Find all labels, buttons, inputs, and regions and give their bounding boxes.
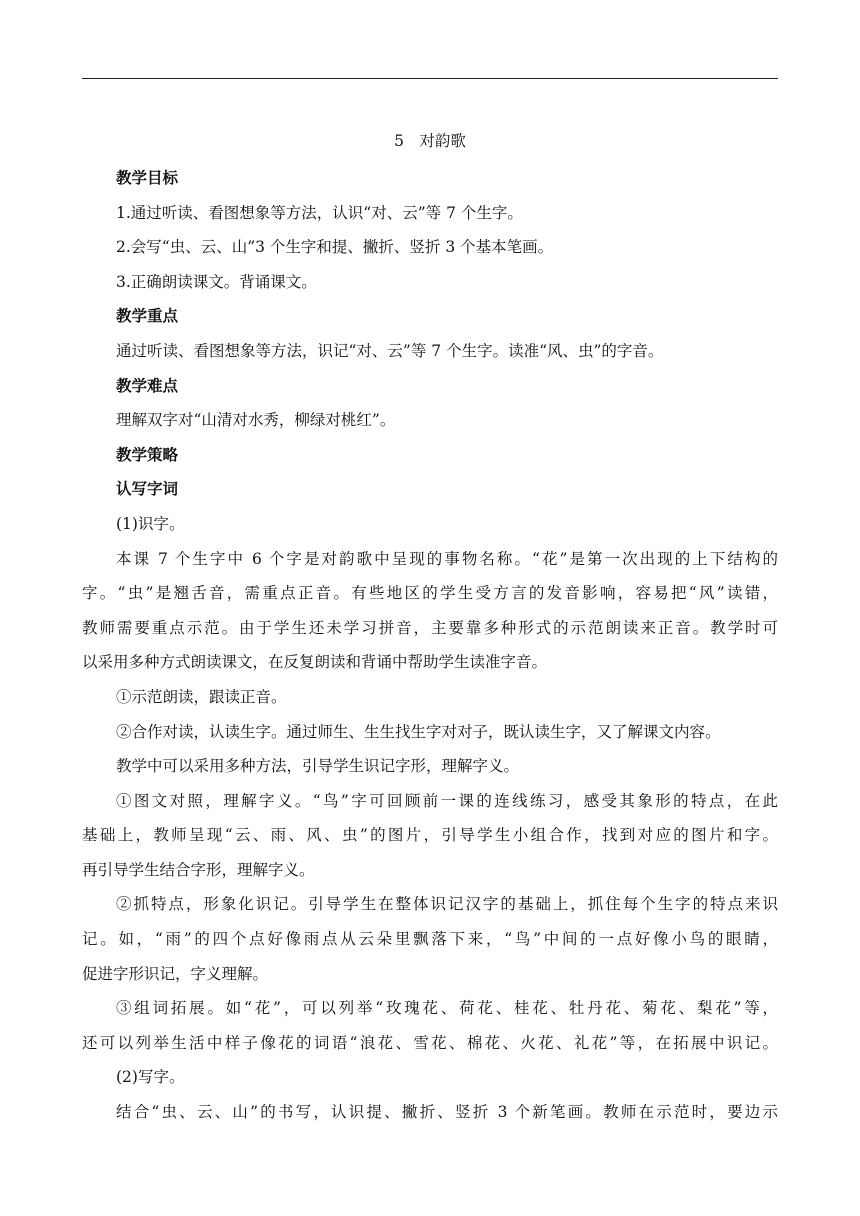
goal-item: 2.会写“虫、云、山”3 个生字和提、撇折、竖折 3 个基本笔画。 <box>116 238 554 257</box>
paragraph-line: 本课 7 个生字中 6 个字是对韵歌中呈现的事物名称。“花”是第一次出现的上下结构的 <box>116 549 778 568</box>
lesson-title: 5 对韵歌 <box>394 132 466 150</box>
paragraph-line: 促进字形识记，字义理解。 <box>82 964 269 983</box>
paragraph-line: 教学中可以采用多种方法，引导学生识记字形，理解字义。 <box>116 757 520 776</box>
literacy-label: (1)识字。 <box>116 514 185 533</box>
strategy-heading: 教学策略 <box>116 445 179 464</box>
paragraph-line: 教师需要重点示范。由于学生还未学习拼音，主要靠多种形式的示范朗读来正音。教学时可 <box>82 618 778 637</box>
difficulty-heading: 教学难点 <box>116 376 179 395</box>
document-page <box>82 127 778 1130</box>
goal-item: 1.通过听读、看图想象等方法，认识“对、云”等 7 个生字。 <box>116 203 523 222</box>
paragraph-line: ①图文对照，理解字义。“鸟”字可回顾前一课的连线练习，感受其象形的特点，在此 <box>116 791 778 810</box>
paragraph-line: 以采用多种方式朗读课文，在反复朗读和背诵中帮助学生读准字音。 <box>82 653 548 672</box>
key-points-heading: 教学重点 <box>116 307 179 326</box>
paragraph-line: 再引导学生结合字形，理解字义。 <box>82 860 315 879</box>
paragraph-line: 基础上，教师呈现“云、雨、风、虫”的图片，引导学生小组合作，找到对应的图片和字。 <box>82 826 778 845</box>
paragraph-line: 还可以列举生活中样子像花的词语“浪花、雪花、棉花、火花、礼花”等，在拓展中识记。 <box>82 1033 778 1052</box>
header-rule <box>82 78 778 79</box>
paragraph-line: 记。如，“雨”的四个点好像雨点从云朵里飘落下来，“鸟”中间的一点好像小鸟的眼睛， <box>82 930 778 949</box>
key-points-text: 通过听读、看图想象等方法，识记“对、云”等 7 个生字。读准“风、虫”的字音。 <box>116 341 664 360</box>
paragraph-line: ②合作对读，认读生字。通过师生、生生找生字对对子，既认读生字，又了解课文内容。 <box>116 722 721 741</box>
paragraph-line: 结合“虫、云、山”的书写，认识提、撇折、竖折 3 个新笔画。教师在示范时，要边示 <box>116 1103 778 1122</box>
paragraph-line: ①示范朗读，跟读正音。 <box>116 687 287 706</box>
difficulty-text: 理解双字对“山清对水秀，柳绿对桃红”。 <box>116 411 396 430</box>
paragraph-line: ③组词拓展。如“花”，可以列举“玫瑰花、荷花、桂花、牡丹花、菊花、梨花”等， <box>116 999 778 1018</box>
goals-heading: 教学目标 <box>116 169 179 187</box>
goal-item: 3.正确朗读课文。背诵课文。 <box>116 272 317 291</box>
paragraph-line: 字。“虫”是翘舌音，需重点正音。有些地区的学生受方言的发音影响，容易把“风”读错， <box>82 584 778 603</box>
writing-label: (2)写字。 <box>116 1068 185 1087</box>
words-heading: 认写字词 <box>116 480 179 499</box>
paragraph-line: ②抓特点，形象化识记。引导学生在整体识记汉字的基础上，抓住每个生字的特点来识 <box>116 895 778 914</box>
